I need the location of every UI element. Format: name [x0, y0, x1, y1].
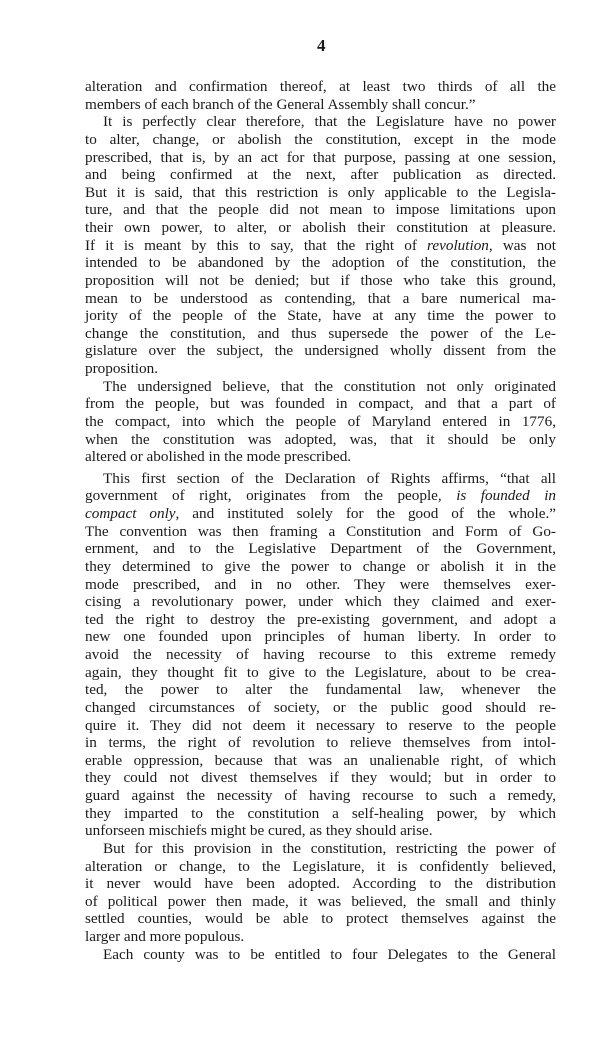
text-line: new one founded upon principles of human liberty. In order to: [85, 628, 556, 646]
text-line: settled counties, would be able to protect themselves against the: [85, 910, 556, 928]
text-line: The undersigned believe, that the constitution not only originated: [103, 377, 556, 395]
text-span: , and instituted solely for the good of the whole.”: [175, 505, 557, 522]
text-line: they could not divest themselves if they would; but in order to: [85, 769, 556, 787]
text-line: cising a revolutionary power, under which they claimed and exer-: [85, 593, 556, 611]
body-text: [85, 78, 556, 963]
text-line: from the people, but was founded in compact, and that a part of: [85, 395, 556, 413]
text-line: guard against the necessity of having recourse to such a remedy,: [85, 787, 556, 804]
text-line: alteration and confirmation thereof, at least two thirds of all the: [85, 78, 556, 95]
page-number: 4: [317, 36, 326, 55]
text-line: Each county was to be entitled to four Delegates to the General: [103, 945, 556, 963]
text-line: in terms, the right of revolution to relieve themselves from intol-: [85, 734, 556, 752]
text-span: If it is meant by this to say, that the right of: [85, 236, 428, 254]
text-line: when the constitution was adopted, was, that it should be only: [85, 430, 556, 448]
paragraph: [85, 840, 556, 946]
text-line: they imparted to the constitution a self-healing power, by which: [85, 804, 556, 822]
text-line: mode prescribed, and in no other. They were themselves exer-: [85, 575, 556, 593]
text-line: The convention was then framing a Constitution and Form of Go-: [85, 522, 556, 540]
paragraph: [85, 113, 556, 377]
paragraph: [85, 946, 556, 964]
text-line: the compact, into which the people of Maryland entered in 1776,: [85, 412, 556, 430]
italic-text: compact only: [85, 505, 176, 522]
text-line: erable oppression, because that was an unalienable right, of which: [85, 751, 556, 769]
paragraph: [85, 470, 556, 840]
text-line: avoid the necessity of having recourse to this extreme remedy: [85, 646, 556, 663]
text-line: gislature over the subject, the undersigned wholly dissent from the: [85, 342, 556, 360]
paragraph: [85, 78, 556, 113]
text-line: prescribed, that is, by an act for that purpose, passing at one session,: [85, 148, 556, 166]
text-line: unforseen mischiefs might be cured, as they should arise.: [85, 822, 433, 840]
text-line: ted the right to destroy the pre-existing government, and adopt a: [85, 610, 556, 628]
text-line: This first section of the Declaration of Rights affirms, “that all: [103, 469, 556, 487]
text-line: larger and more populous.: [85, 928, 245, 945]
text-line: they determined to give the power to change or abolish it in the: [85, 557, 556, 575]
text-line: changed circumstances of society, or the public good should re-: [85, 698, 556, 716]
italic-text: revolution: [427, 236, 489, 254]
text-line: it never would have been adopted. According to the distribution: [85, 875, 556, 893]
text-line: of political power then made, it was believed, the small and thinly: [85, 892, 556, 910]
text-line: It is perfectly clear therefore, that the Legislature have no power: [103, 113, 556, 131]
text-line: their own power, to alter, or abolish their constitution at pleasure.: [85, 219, 556, 236]
text-span: government of right, originates from the people,: [85, 487, 457, 505]
text-line: and being confirmed at the next, after publication as directed.: [85, 166, 556, 184]
text-line: jority of the people of the State, have at any time the power to: [85, 307, 556, 325]
text-line: quire it. They did not deem it necessary to reserve to the people: [85, 716, 556, 734]
text-line: proposition.: [85, 360, 158, 377]
text-line: altered or abolished in the mode prescribed.: [85, 448, 352, 466]
text-line: change the constitution, and thus supersede the power of the Le-: [85, 324, 556, 342]
text-line: ted, the power to alter the fundamental law, whenever the: [85, 681, 556, 699]
text-line: alteration or change, to the Legislature, it is confidently believed,: [85, 857, 556, 875]
text-line: proposition will not be denied; but if those who take this ground,: [85, 271, 556, 289]
text-line: ture, and that the people did not mean to impose limitations upon: [85, 201, 556, 219]
text-line: to alter, change, or abolish the constitution, except in the mode: [85, 130, 556, 148]
text-line: members of each branch of the General Assembly shall concur.”: [85, 95, 476, 113]
text-line: intended to be abandoned by the adoption of the constitution, the: [85, 254, 556, 272]
text-line: ernment, and to the Legislative Department of the Government,: [85, 540, 556, 558]
text-line: again, they thought fit to give to the Legislature, about to be crea-: [85, 663, 556, 681]
text-line: [85, 237, 556, 255]
text-line: [85, 505, 556, 523]
text-line: mean to be understood as contending, that a bare numerical ma-: [85, 289, 556, 307]
text-span: , was not: [488, 236, 556, 254]
text-line: But it is said, that this restriction is only applicable to the Legisla-: [85, 183, 556, 201]
text-line: But for this provision in the constitution, restricting the power of: [103, 839, 556, 857]
text-line: [85, 487, 556, 505]
paragraph: [85, 378, 556, 466]
italic-text: is founded in: [456, 487, 557, 505]
